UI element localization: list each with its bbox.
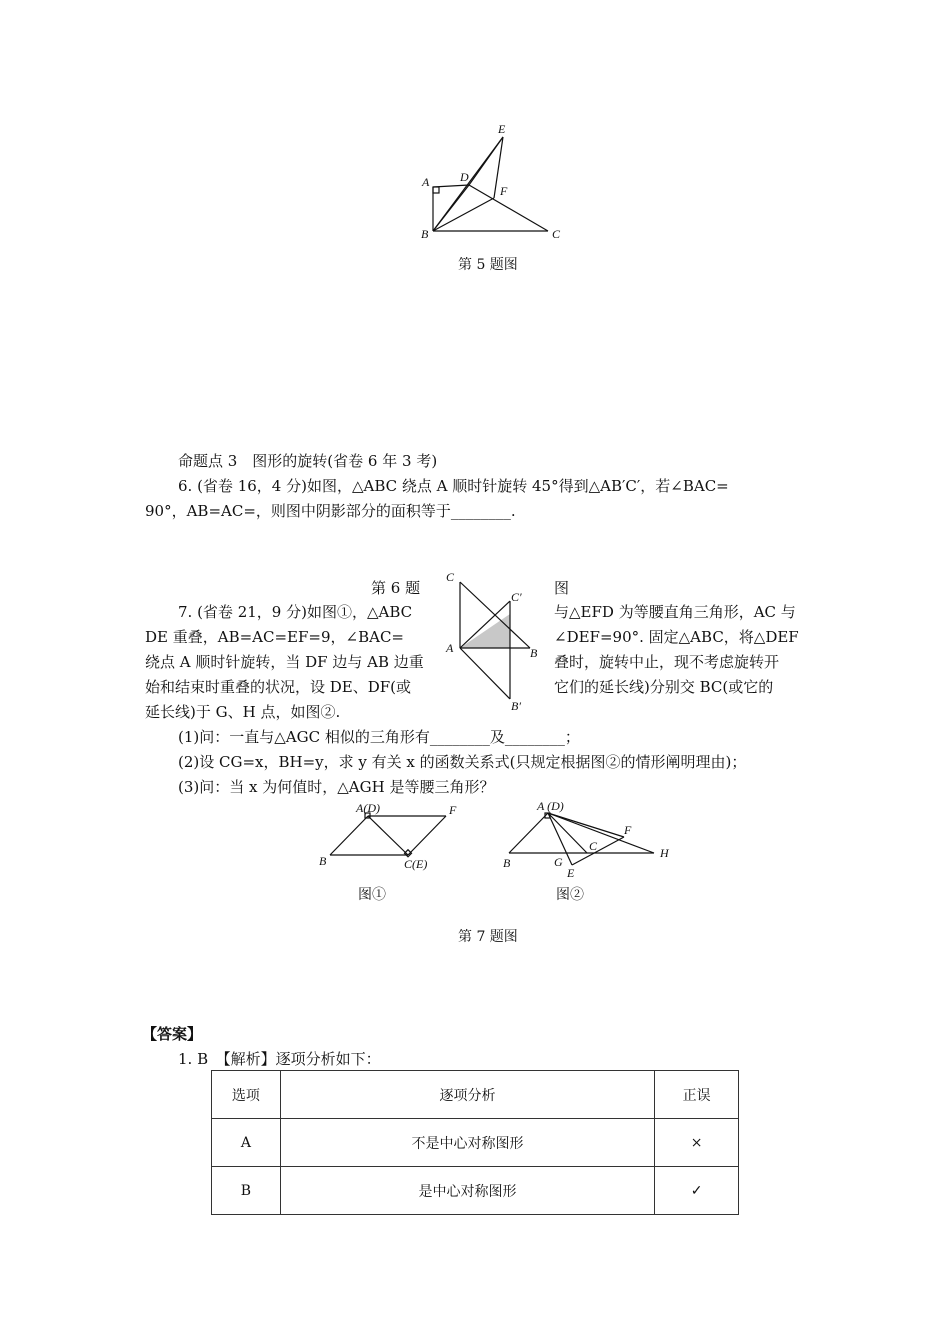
label-E: E: [498, 122, 506, 136]
fig7-1-label-AD: A(D): [356, 801, 380, 815]
fig7-2-label-G: G: [554, 855, 563, 869]
figure-6-caption-right: 图: [554, 579, 570, 597]
figure-7-1-caption: 图①: [358, 887, 386, 903]
fig7-2-label-AD: A (D): [537, 799, 564, 813]
figure-5: [415, 118, 575, 244]
q7-line1-right: 与△EFD 为等腰直角三角形，AC 与: [554, 603, 796, 621]
fig7-2-label-B: B: [503, 856, 511, 870]
q6-line1: 6. (省卷 16，4 分)如图，△ABC 绕点 A 顺时针旋转 45°得到△AB′C′，若∠BAC=: [178, 477, 729, 495]
label-A: A: [422, 175, 430, 189]
figure-7-1: [315, 795, 455, 875]
figure-6-caption-left: 第 6 题: [371, 579, 421, 597]
header-analysis: 逐项分析: [280, 1071, 655, 1119]
q7-line4-right: 它们的延长线)分别交 BC(或它的: [554, 678, 774, 696]
figure-7-2-caption: 图②: [556, 887, 584, 903]
q7-line5: 延长线)于 G、H 点，如图②.: [145, 703, 341, 721]
cell-verdict: ×: [655, 1119, 739, 1167]
fig7-1-label-B: B: [319, 854, 327, 868]
cell-option: A: [212, 1119, 281, 1167]
table-header-row: [212, 1071, 739, 1119]
figure-7-2: [498, 795, 678, 880]
fig7-2-label-F: F: [624, 823, 632, 837]
fig7-1-label-CE: C(E): [404, 857, 428, 871]
fig6-label-C: C: [446, 570, 455, 584]
fig7-2-label-E: E: [567, 866, 575, 880]
q7-line3-left: 绕点 A 顺时针旋转，当 DF 边与 AB 边重: [145, 653, 424, 671]
label-C: C: [552, 227, 561, 241]
fig7-1-label-F: F: [449, 803, 457, 817]
figure-5-caption: 第 5 题图: [458, 257, 518, 273]
section-heading: 命题点 3 图形的旋转(省卷 6 年 3 考): [178, 452, 438, 470]
q7-part1: (1)问：一直与△AGC 相似的三角形有________及________；: [178, 728, 580, 746]
cell-analysis: 是中心对称图形: [280, 1167, 655, 1215]
figure-6: [440, 566, 550, 716]
table-row: [212, 1167, 739, 1215]
fig6-label-A: A: [446, 641, 454, 655]
fig6-label-B: B: [530, 646, 538, 660]
fig7-2-label-H: H: [660, 846, 669, 860]
fig7-2-label-C: C: [589, 839, 598, 853]
figure-7-caption: 第 7 题图: [458, 929, 518, 945]
q6-line2: 90°，AB=AC=，则图中阴影部分的面积等于________.: [145, 502, 516, 520]
cell-option: B: [212, 1167, 281, 1215]
table-row: [212, 1119, 739, 1167]
fig6-label-B-prime: B′: [511, 699, 521, 713]
cell-analysis: 不是中心对称图形: [280, 1119, 655, 1167]
q7-line2-right: ∠DEF=90°. 固定△ABC，将△DEF: [554, 628, 799, 646]
q7-line3-right: 叠时，旋转中止，现不考虑旋转开: [554, 653, 780, 671]
q7-part3: (3)问：当 x 为何值时，△AGH 是等腰三角形？: [178, 778, 495, 796]
q7-line1-left: 7. (省卷 21，9 分)如图①，△ABC: [178, 603, 413, 621]
q7-line2-left: DE 重叠，AB=AC=EF=9，∠BAC=: [145, 628, 404, 646]
header-verdict: 正误: [655, 1071, 739, 1119]
analysis-table: [211, 1070, 739, 1215]
cell-verdict: ✓: [655, 1167, 739, 1215]
header-option: 选项: [212, 1071, 281, 1119]
fig6-label-C-prime: C′: [511, 590, 522, 604]
answer-heading: 【答案】: [142, 1025, 203, 1043]
answer-line1: 1. B 【解析】逐项分析如下：: [178, 1050, 381, 1068]
label-F: F: [500, 184, 508, 198]
label-D: D: [460, 170, 469, 184]
q7-line4-left: 始和结束时重叠的状况，设 DE、DF(或: [145, 678, 412, 696]
label-B: B: [421, 227, 429, 241]
q7-part2: (2)设 CG=x，BH=y，求 y 有关 x 的函数关系式(只规定根据图②的情形阐明理由)；: [178, 753, 747, 771]
